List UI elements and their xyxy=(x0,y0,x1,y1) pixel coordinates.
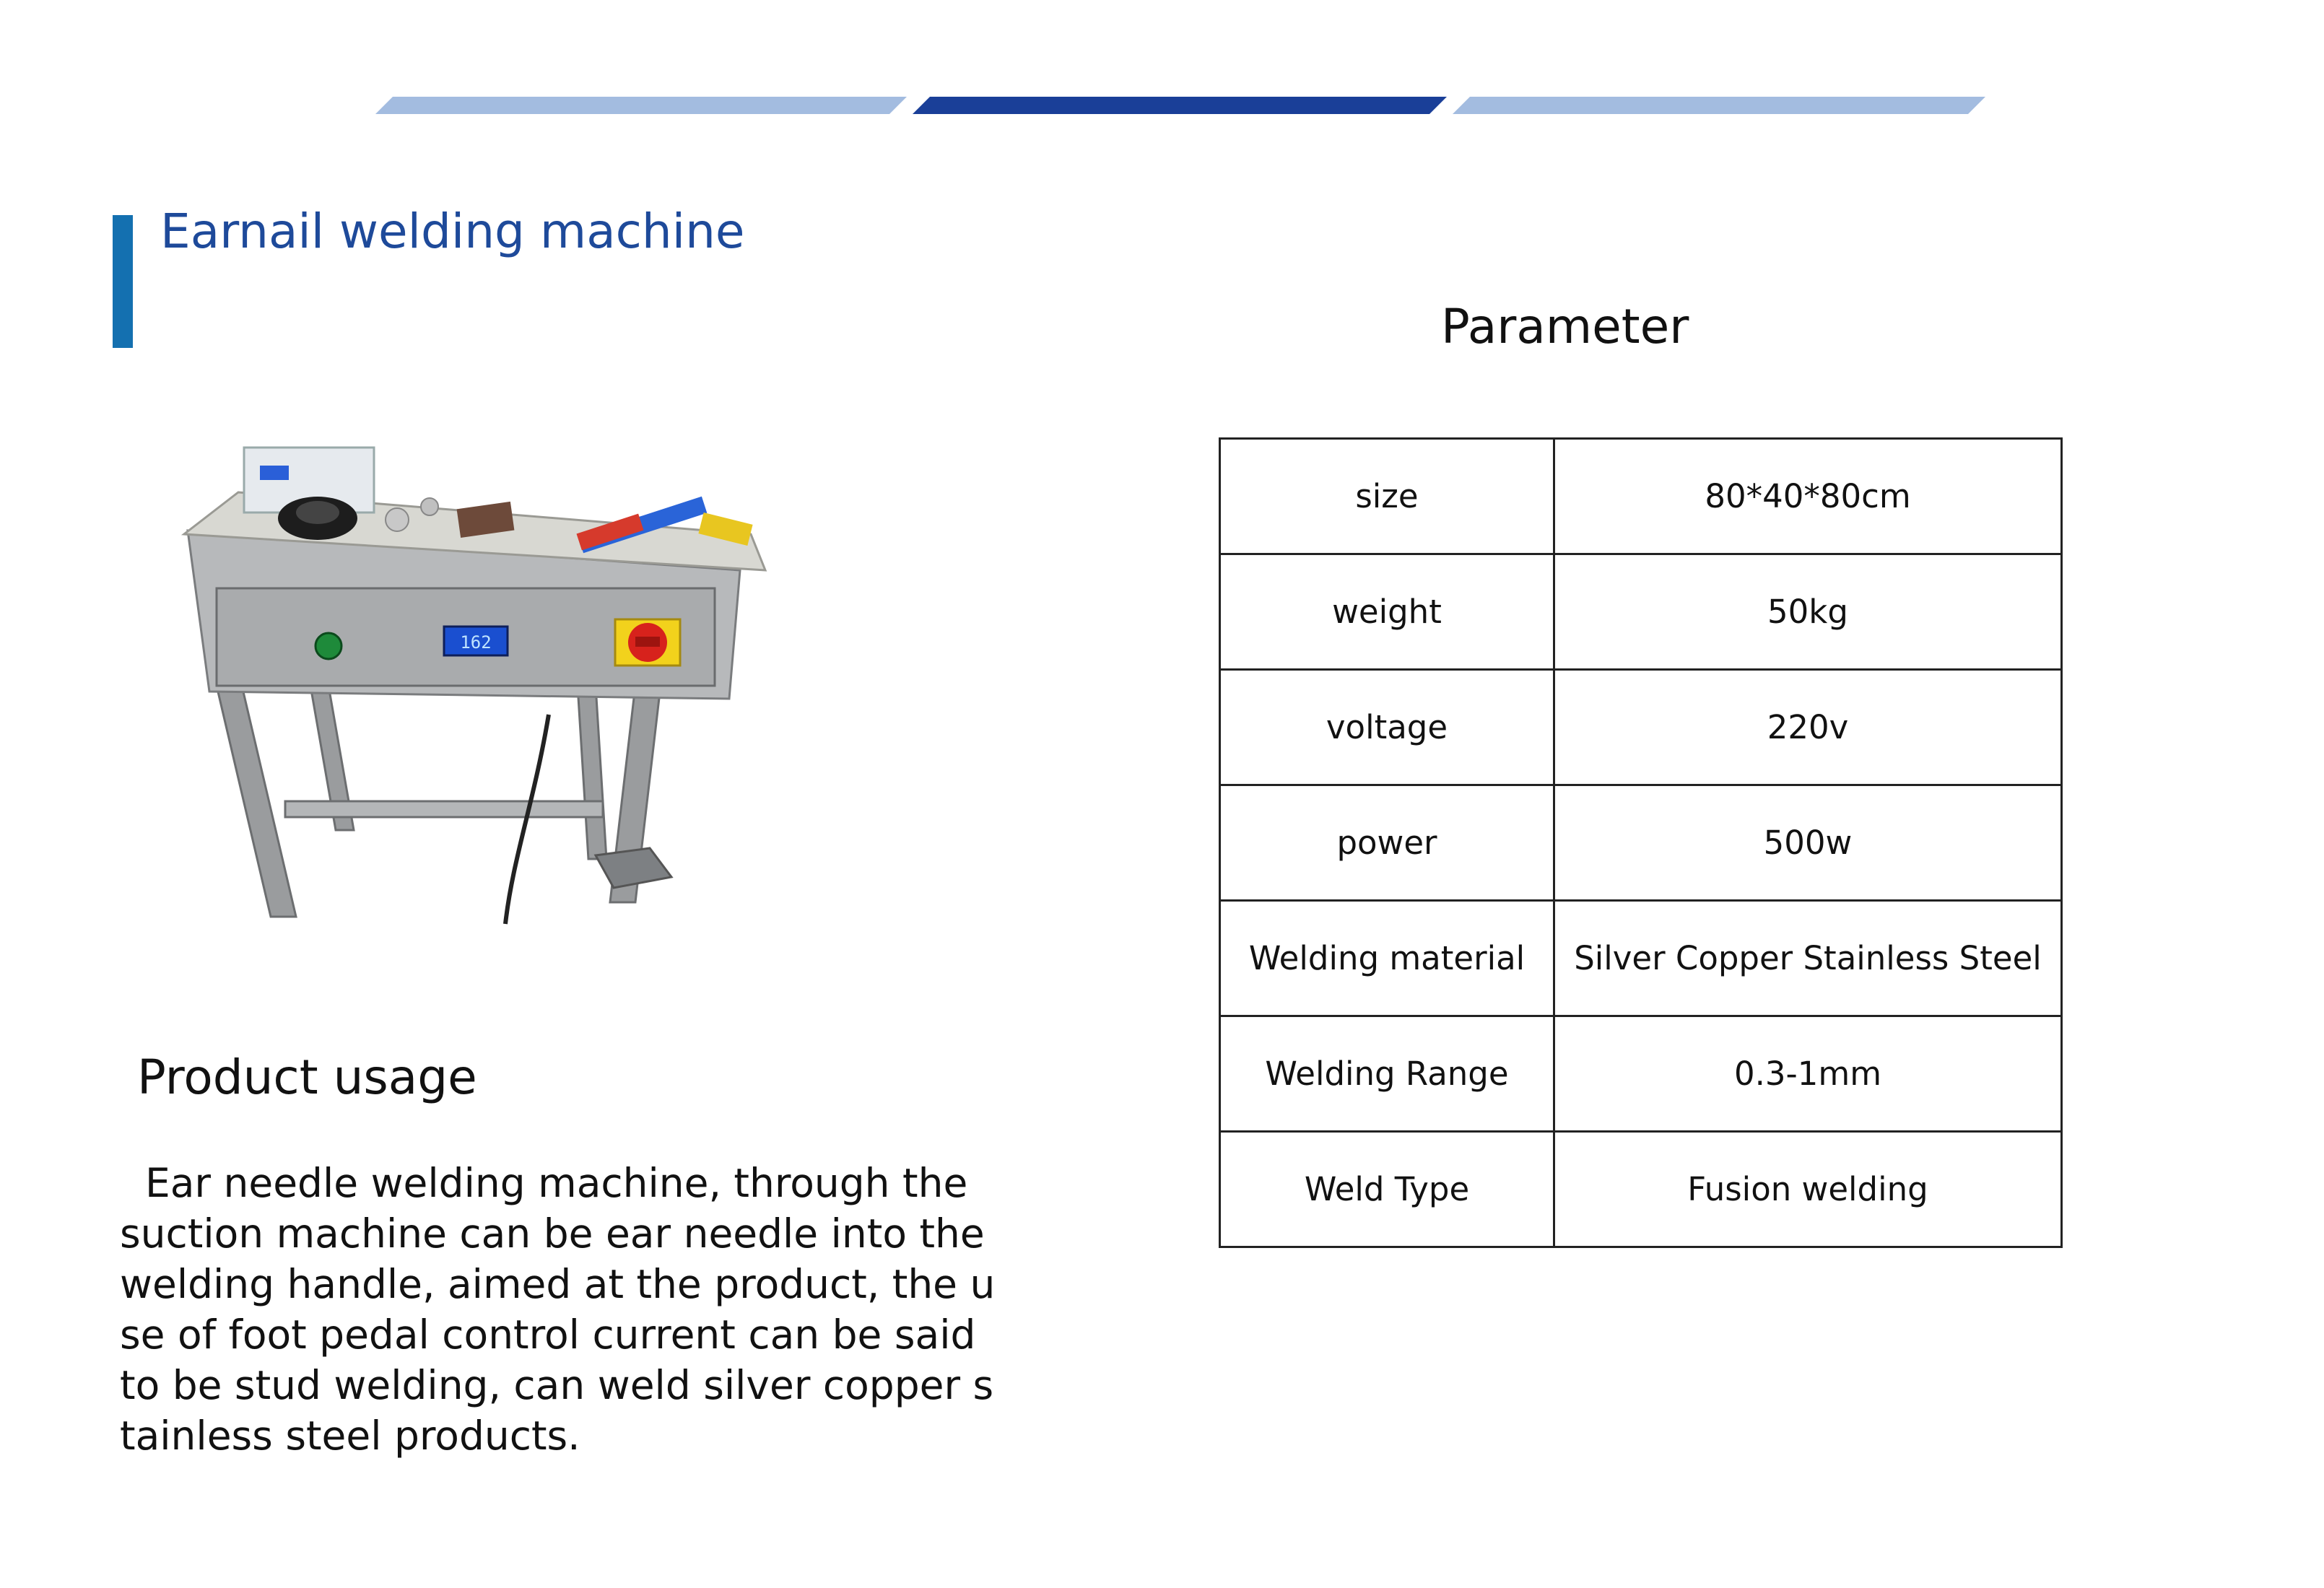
header-stripe-left xyxy=(375,97,907,114)
usage-line: to be stud welding, can weld silver copper s xyxy=(120,1362,994,1408)
header-stripe-center xyxy=(913,97,1447,114)
page-title: Earnail welding machine xyxy=(160,204,745,259)
usage-line: Ear needle welding machine, through the xyxy=(120,1160,968,1206)
usage-line: welding handle, aimed at the product, the u xyxy=(120,1261,996,1307)
usage-line: se of foot pedal control current can be said xyxy=(120,1312,976,1358)
param-name: voltage xyxy=(1220,670,1554,785)
display-reading: 162 xyxy=(460,632,492,653)
param-value: 220v xyxy=(1554,670,2062,785)
param-value: Silver Copper Stainless Steel xyxy=(1554,901,2062,1016)
table-row xyxy=(1220,785,2062,901)
usage-line: suction machine can be ear needle into the xyxy=(120,1210,985,1257)
title-accent-bar xyxy=(113,215,133,348)
table-row xyxy=(1220,1132,2062,1247)
param-name: size xyxy=(1220,439,1554,554)
parameter-heading: Parameter xyxy=(1441,299,1689,354)
parameter-table xyxy=(1219,437,2063,1248)
param-name: Welding Range xyxy=(1220,1016,1554,1132)
param-name: Welding material xyxy=(1220,901,1554,1016)
param-value: Fusion welding xyxy=(1554,1132,2062,1247)
usage-heading: Product usage xyxy=(137,1050,477,1105)
table-row xyxy=(1220,554,2062,670)
usage-line: tainless steel products. xyxy=(120,1413,580,1459)
foot-pedal xyxy=(596,848,671,888)
param-value: 50kg xyxy=(1554,554,2062,670)
param-name: power xyxy=(1220,785,1554,901)
header-stripe-right xyxy=(1453,97,1985,114)
product-photo xyxy=(173,426,773,931)
param-value: 500w xyxy=(1554,785,2062,901)
table-row xyxy=(1220,1016,2062,1132)
param-name: weight xyxy=(1220,554,1554,670)
table-row xyxy=(1220,901,2062,1016)
machine-legs xyxy=(217,686,661,917)
table-row xyxy=(1220,439,2062,554)
table-row xyxy=(1220,670,2062,785)
param-value: 0.3-1mm xyxy=(1554,1016,2062,1132)
param-value: 80*40*80cm xyxy=(1554,439,2062,554)
param-name: Weld Type xyxy=(1220,1132,1554,1247)
usage-description xyxy=(120,1158,996,1461)
